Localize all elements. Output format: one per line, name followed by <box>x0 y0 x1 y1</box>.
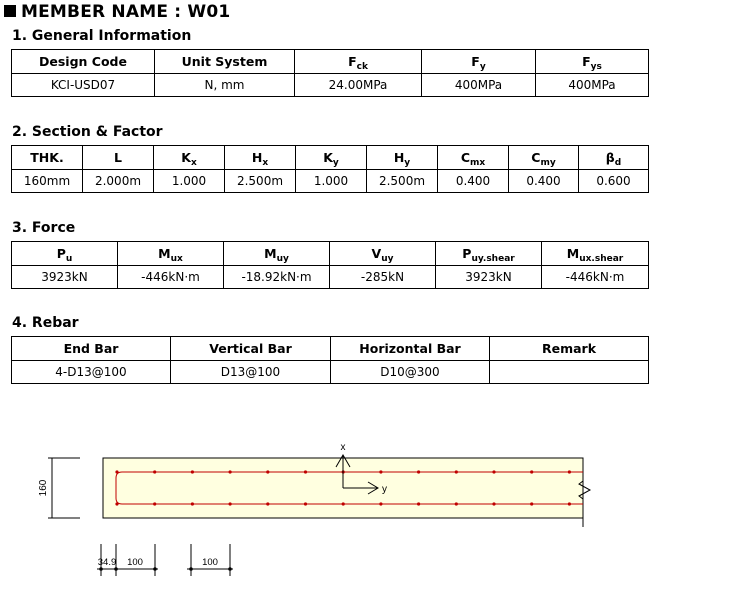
rebar-point <box>530 470 533 473</box>
rebar-header-cell: End Bar <box>12 337 171 361</box>
general-value-cell: 400MPa <box>422 74 536 97</box>
general-header-cell: Unit System <box>155 50 295 74</box>
rebar-point <box>568 502 571 505</box>
section-value-cell: 2.500m <box>367 170 438 193</box>
rebar-heading: 4. Rebar <box>12 315 79 331</box>
rebar-point <box>568 470 571 473</box>
general-header-cell: Design Code <box>12 50 155 74</box>
section-header-cell: $\beta_d$ <box>579 146 649 170</box>
section-header-cell: L <box>83 146 154 170</box>
rebar-header-cell: Vertical Bar <box>171 337 331 361</box>
general-header-cell: $F_{ck}$ <box>295 50 422 74</box>
rebar-point <box>379 502 382 505</box>
thickness-label: 160 <box>38 479 49 497</box>
rebar-point <box>455 470 458 473</box>
rebar-point <box>417 502 420 505</box>
rebar-point <box>492 502 495 505</box>
rebar-point <box>191 470 194 473</box>
rebar-point <box>304 502 307 505</box>
rebar-point <box>115 470 118 473</box>
dim-cover-label: 34.9 <box>97 557 117 568</box>
force-value-cell: 3923kN <box>436 266 542 289</box>
rebar-value-cell: D10@300 <box>331 361 490 384</box>
rebar-point <box>304 470 307 473</box>
rebar-point <box>115 502 118 505</box>
rebar-value-cell: D13@100 <box>171 361 331 384</box>
force-value-cell: -446kN·m <box>118 266 224 289</box>
section-value-cell: 1.000 <box>154 170 225 193</box>
force-header-cell: $M_{ux}$ <box>118 242 224 266</box>
rebar-point <box>229 502 232 505</box>
general-header-cell: $F_{ys}$ <box>536 50 649 74</box>
rebar-point <box>530 502 533 505</box>
section-header-cell: $C_{my}$ <box>509 146 579 170</box>
rebar-point <box>266 470 269 473</box>
rebar-point <box>492 470 495 473</box>
section-value-cell: 0.400 <box>509 170 579 193</box>
general-value-cell: KCI-USD07 <box>12 74 155 97</box>
force-header-cell: $V_{uy}$ <box>330 242 436 266</box>
general-value-cell: 400MPa <box>536 74 649 97</box>
rebar-point <box>455 502 458 505</box>
rebar-point <box>191 502 194 505</box>
general-header-cell: $F_y$ <box>422 50 536 74</box>
section-header-cell: THK. <box>12 146 83 170</box>
y-axis-label: y <box>382 484 387 495</box>
force-header-cell: $P_{uy.shear}$ <box>436 242 542 266</box>
member-title-text: MEMBER NAME : W01 <box>21 2 231 22</box>
section-value-cell: 160mm <box>12 170 83 193</box>
section-heading: 2. Section & Factor <box>12 124 163 140</box>
rebar-point <box>229 470 232 473</box>
rebar-point <box>342 502 345 505</box>
rebar-header-cell: Remark <box>490 337 649 361</box>
section-header-cell: $H_x$ <box>225 146 296 170</box>
force-heading: 3. Force <box>12 220 76 236</box>
rebar-value-cell: 4-D13@100 <box>12 361 171 384</box>
section-value-cell: 2.000m <box>83 170 154 193</box>
force-value-cell: 3923kN <box>12 266 118 289</box>
dim-spacing-label: 100 <box>127 557 143 568</box>
section-header-cell: $K_x$ <box>154 146 225 170</box>
force-header-cell: $P_u$ <box>12 242 118 266</box>
section-header-cell: $C_{mx}$ <box>438 146 509 170</box>
section-value-cell: 1.000 <box>296 170 367 193</box>
force-value-cell: -285kN <box>330 266 436 289</box>
general-value-cell: 24.00MPa <box>295 74 422 97</box>
section-value-cell: 0.400 <box>438 170 509 193</box>
rebar-point <box>153 470 156 473</box>
force-header-cell: $M_{ux.shear}$ <box>542 242 649 266</box>
section-value-cell: 2.500m <box>225 170 296 193</box>
section-value-cell: 0.600 <box>579 170 649 193</box>
rebar-point <box>417 470 420 473</box>
general-value-cell: N, mm <box>155 74 295 97</box>
rebar-point <box>379 470 382 473</box>
rebar-point <box>266 502 269 505</box>
force-header-cell: $M_{uy}$ <box>224 242 330 266</box>
x-axis-label: x <box>340 442 346 453</box>
rebar-point <box>153 502 156 505</box>
dim-spacing-label: 100 <box>202 557 218 568</box>
dim-tick-icon <box>228 567 232 571</box>
section-header-cell: $K_y$ <box>296 146 367 170</box>
force-value-cell: -18.92kN·m <box>224 266 330 289</box>
dim-tick-icon <box>189 567 193 571</box>
dim-tick-icon <box>153 567 157 571</box>
force-value-cell: -446kN·m <box>542 266 649 289</box>
rebar-header-cell: Horizontal Bar <box>331 337 490 361</box>
section-header-cell: $H_y$ <box>367 146 438 170</box>
general-heading: 1. General Information <box>12 28 192 44</box>
